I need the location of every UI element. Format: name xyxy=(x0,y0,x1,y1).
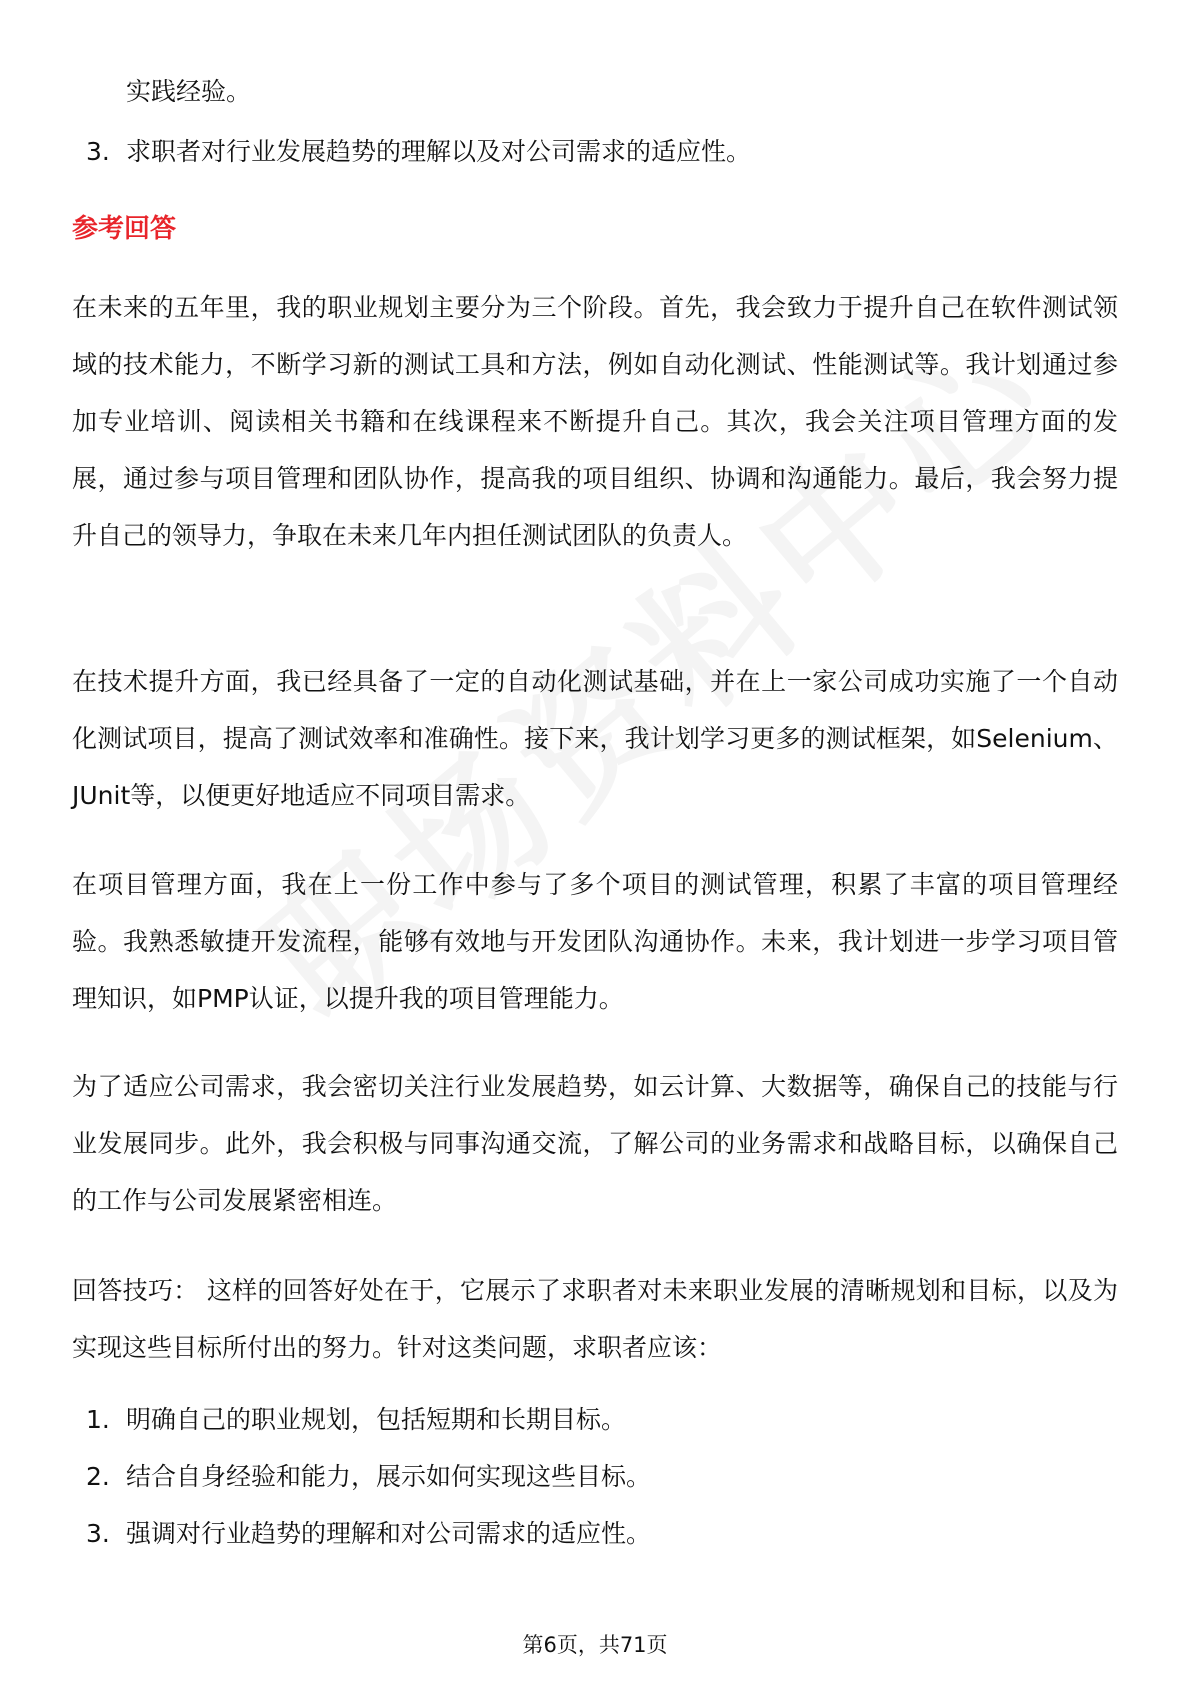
list-item-text: 求职者对行业发展趋势的理解以及对公司需求的适应性。 xyxy=(126,137,752,166)
list-item-number: 3. xyxy=(86,137,110,166)
list-item-number: 1. xyxy=(86,1405,110,1434)
tips-intro-paragraph: 回答技巧： 这样的回答好处在于，它展示了求职者对未来职业发展的清晰规划和目标，以及为实现这些目标所付出的努力。针对这类问题，求职者应该： xyxy=(72,1276,1118,1362)
answer-paragraph-1: 在未来的五年里，我的职业规划主要分为三个阶段。首先，我会致力于提升自己在软件测试领域的技术能力，不断学习新的测试工具和方法，例如自动化测试、性能测试等。我计划通过参加专业培训、阅读相关书籍和在线课程来不断提升自己。其次，我会关注项目管理方面的发展，通过参与项目管理和团队协作，提高我的项目组织、协调和沟通能力。最后，我会努力提升自己的领导力，争取在未来几年内担任测试团队的负责人。 xyxy=(72,293,1118,550)
answer-paragraph-3: 在项目管理方面，我在上一份工作中参与了多个项目的测试管理，积累了丰富的项目管理经验。我熟悉敏捷开发流程，能够有效地与开发团队沟通协作。未来，我计划进一步学习项目管理知识，如PMP认证，以提升我的项目管理能力。 xyxy=(72,870,1118,1013)
list-item xyxy=(72,132,751,172)
page-footer: 第6页，共71页 xyxy=(522,1633,668,1657)
list-item-text: 结合自身经验和能力，展示如何实现这些目标。 xyxy=(126,1462,652,1491)
tips-list xyxy=(72,1400,651,1571)
answer-paragraph-4: 为了适应公司需求，我会密切关注行业发展趋势，如云计算、大数据等，确保自己的技能与行业发展同步。此外，我会积极与同事沟通交流，了解公司的业务需求和战略目标，以确保自己的工作与公司发展紧密相连。 xyxy=(72,1072,1118,1215)
requirements-list xyxy=(72,132,751,189)
list-item xyxy=(72,1457,651,1497)
list-item-number: 3. xyxy=(86,1519,110,1548)
list-item-text: 明确自己的职业规划，包括短期和长期目标。 xyxy=(126,1405,627,1434)
list-item-text: 强调对行业趋势的理解和对公司需求的适应性。 xyxy=(126,1519,652,1548)
list-item-number: 2. xyxy=(86,1462,110,1491)
list-continuation-text: 实践经验。 xyxy=(126,77,252,106)
section-title: 参考回答 xyxy=(72,214,177,244)
list-item xyxy=(72,1400,651,1440)
list-item xyxy=(72,1514,651,1554)
answer-paragraph-2: 在技术提升方面，我已经具备了一定的自动化测试基础，并在上一家公司成功实施了一个自动化测试项目，提高了测试效率和准确性。接下来，我计划学习更多的测试框架，如Selenium、JUnit等，以便更好地适应不同项目需求。 xyxy=(72,667,1118,810)
